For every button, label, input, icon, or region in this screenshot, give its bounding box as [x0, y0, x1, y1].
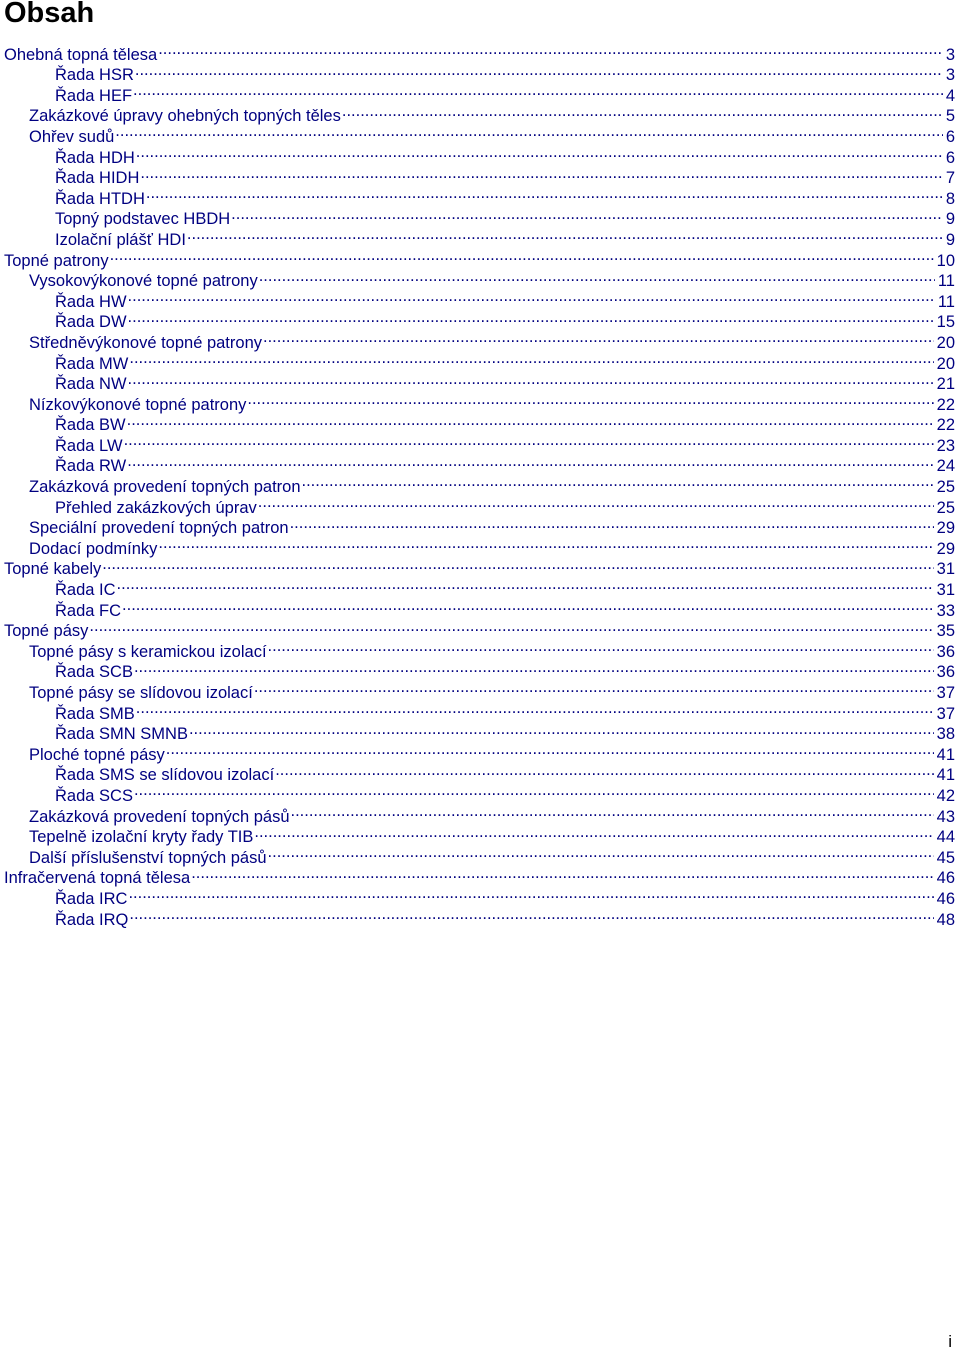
toc-leader-dots [127, 451, 933, 472]
toc-entry-page: 46 [936, 869, 955, 888]
toc-entry[interactable] [0, 183, 955, 208]
toc-entry[interactable] [0, 245, 955, 270]
toc-entry-label: Topné pásy se slídovou izolací [29, 684, 253, 702]
toc-leader-dots [247, 389, 933, 410]
toc-entry-page: 3 [945, 45, 955, 64]
toc-entry-label: Ohebná topná tělesa [4, 45, 158, 64]
toc-entry[interactable] [0, 60, 955, 85]
toc-leader-dots [124, 430, 934, 451]
toc-entry-page: 33 [936, 601, 955, 620]
toc-entry-label: Řada HEF [55, 86, 133, 105]
toc-entry-label: Řada SMB [55, 704, 135, 723]
toc-leader-dots [258, 492, 934, 513]
toc-entry-page: 37 [936, 684, 955, 702]
toc-entry-label: Topný podstavec HBDH [55, 210, 231, 229]
toc-leader-dots [128, 369, 934, 390]
toc-entry-label: Řada HIDH [55, 169, 140, 188]
toc-entry-label: Řada DW [55, 313, 127, 332]
toc-entry-page: 9 [945, 230, 955, 249]
toc-entry-page: 11 [937, 292, 955, 311]
toc-entry-label: Zakázková provedení topných pásů [29, 807, 290, 826]
toc-leader-dots [259, 266, 935, 287]
toc-entry-page: 6 [945, 127, 955, 146]
toc-leader-dots [134, 780, 934, 801]
toc-entry-page: 38 [936, 725, 955, 744]
toc-entry-page: 15 [936, 313, 955, 332]
toc-leader-dots [129, 904, 933, 925]
toc-leader-dots [134, 657, 934, 678]
toc-leader-dots [122, 595, 934, 616]
toc-entry[interactable] [0, 121, 955, 146]
toc-entry-page: 6 [945, 148, 955, 167]
toc-leader-dots [342, 101, 943, 122]
toc-entry-page: 31 [936, 581, 955, 600]
page-number: i [948, 1332, 952, 1351]
toc-entry-label: Ploché topné pásy [29, 745, 165, 764]
toc-entry-page: 46 [936, 889, 955, 908]
toc-entry[interactable] [0, 307, 955, 332]
toc-entry[interactable] [0, 286, 955, 311]
toc-entry-page: 36 [936, 642, 955, 661]
toc-entry-page: 22 [936, 395, 955, 414]
toc-entry[interactable] [0, 80, 955, 105]
toc-entry-page: 3 [945, 66, 955, 85]
toc-entry[interactable] [0, 266, 955, 291]
toc-entry[interactable] [0, 595, 955, 620]
toc-leader-dots [135, 60, 943, 81]
toc-entry[interactable] [0, 719, 955, 744]
toc-entry-label: Izolační plášť HDI [55, 230, 186, 249]
toc-entry-label: Ohřev sudů [29, 127, 115, 146]
toc-entry-page: 41 [936, 745, 955, 764]
toc-entry-page: 25 [936, 498, 955, 517]
toc-entry-label: Řada SMS se slídovou izolací [55, 766, 275, 785]
toc-entry-label: Topné kabely [4, 560, 102, 579]
toc-entry-label: Řada SCS [55, 786, 133, 805]
toc-entry[interactable] [0, 780, 955, 805]
toc-entry[interactable] [0, 327, 955, 352]
toc-entry-label: Tepelně izolační kryty řady TIB [29, 828, 254, 847]
toc-entry-page: 42 [936, 786, 955, 805]
toc-entry-page: 35 [936, 622, 955, 641]
toc-entry[interactable] [0, 801, 955, 826]
toc-entry[interactable] [0, 636, 955, 661]
toc-leader-dots [231, 204, 943, 225]
toc-entry-label: Dodací podmínky [29, 539, 158, 558]
toc-entry-page: 29 [936, 519, 955, 538]
toc-entry-page: 36 [936, 663, 955, 682]
toc-entry-label: Řada HSR [55, 66, 134, 85]
toc-leader-dots [146, 183, 943, 204]
toc-entry-label: Řada FC [55, 601, 122, 620]
toc-entry[interactable] [0, 348, 955, 373]
toc-leader-dots [136, 142, 943, 163]
toc-entry[interactable] [0, 616, 955, 641]
toc-leader-dots [158, 39, 943, 60]
toc-entry-label: Řada IC [55, 581, 116, 600]
toc-entry-page: 20 [936, 333, 955, 352]
toc-leader-dots [189, 719, 934, 740]
toc-entry[interactable] [0, 451, 955, 476]
toc-entry-page: 21 [936, 375, 955, 394]
toc-entry-page: 23 [936, 436, 955, 455]
toc-entry-page: 5 [945, 107, 955, 126]
toc-leader-dots [115, 121, 943, 142]
toc-leader-dots [254, 677, 934, 698]
toc-entry-label: Řada LW [55, 436, 123, 455]
toc-entry-page: 24 [936, 457, 955, 476]
toc-entry[interactable] [0, 389, 955, 414]
toc-entry[interactable] [0, 430, 955, 455]
toc-entry-label: Řada RW [55, 457, 127, 476]
toc-entry-label: Speciální provedení topných patron [29, 519, 289, 538]
toc-entry[interactable] [0, 657, 955, 682]
toc-leader-dots [268, 842, 934, 863]
toc-entry-page: 10 [936, 251, 955, 270]
toc-leader-dots [136, 698, 934, 719]
table-of-contents [0, 39, 955, 929]
toc-entry-page: 8 [945, 189, 955, 208]
toc-leader-dots [166, 739, 934, 760]
toc-entry[interactable] [0, 39, 955, 64]
toc-leader-dots [89, 616, 933, 637]
toc-leader-dots [291, 801, 934, 822]
toc-entry-page: 41 [936, 766, 955, 785]
toc-entry-page: 48 [936, 910, 955, 929]
toc-entry[interactable] [0, 142, 955, 167]
toc-entry-label: Řada SCB [55, 663, 133, 682]
toc-entry-label: Řada IRC [55, 889, 128, 908]
toc-entry-label: Řada HTDH [55, 189, 145, 208]
toc-entry-label: Řada SMN SMNB [55, 725, 188, 744]
toc-leader-dots [102, 554, 933, 575]
toc-entry[interactable] [0, 101, 955, 126]
toc-leader-dots [110, 245, 934, 266]
toc-entry-page: 7 [945, 169, 955, 188]
toc-entry-page: 25 [936, 478, 955, 497]
toc-entry-page: 29 [936, 539, 955, 558]
toc-entry[interactable] [0, 410, 955, 435]
toc-entry-label: Středněvýkonové topné patrony [29, 333, 262, 352]
toc-entry-page: 44 [936, 828, 955, 847]
toc-entry-page: 43 [936, 807, 955, 826]
toc-leader-dots [129, 348, 933, 369]
toc-leader-dots [263, 327, 934, 348]
toc-leader-dots [128, 883, 933, 904]
toc-entry-label: Řada HDH [55, 148, 135, 167]
toc-entry[interactable] [0, 698, 955, 723]
toc-entry[interactable] [0, 677, 955, 702]
toc-entry-page: 45 [936, 848, 955, 867]
toc-entry-page: 22 [936, 416, 955, 435]
toc-leader-dots [187, 224, 943, 245]
toc-entry-page: 37 [936, 704, 955, 723]
toc-entry-page: 9 [945, 210, 955, 229]
toc-entry-label: Topné patrony [4, 251, 109, 270]
toc-entry-label: Řada IRQ [55, 910, 129, 929]
toc-entry[interactable] [0, 163, 955, 188]
toc-entry-page: 31 [936, 560, 955, 579]
toc-entry-label: Vysokovýkonové topné patrony [29, 272, 258, 291]
toc-leader-dots [158, 533, 933, 554]
toc-leader-dots [290, 513, 934, 534]
toc-leader-dots [140, 163, 942, 184]
toc-entry[interactable] [0, 554, 955, 579]
toc-leader-dots [191, 863, 933, 884]
toc-entry-page: 20 [936, 354, 955, 373]
toc-entry[interactable] [0, 883, 955, 908]
toc-entry[interactable] [0, 574, 955, 600]
toc-entry-label: Řada BW [55, 416, 126, 435]
toc-leader-dots [128, 286, 935, 307]
toc-leader-dots [268, 636, 934, 657]
toc-entry-label: Přehled zakázkových úprav [55, 498, 257, 517]
toc-entry-label: Zakázkové úpravy ohebných topných těles [29, 107, 341, 126]
page-title: Obsah [4, 0, 95, 29]
toc-entry[interactable] [0, 369, 955, 394]
toc-entry-label: Topné pásy s keramickou izolací [29, 642, 267, 661]
toc-leader-dots [302, 471, 934, 492]
toc-entry-label: Infračervená topná tělesa [4, 869, 191, 888]
toc-entry-label: Řada NW [55, 375, 127, 394]
toc-entry-label: Další příslušenství topných pásů [29, 848, 267, 867]
toc-leader-dots [127, 410, 934, 431]
toc-entry-page: 11 [937, 272, 955, 291]
toc-entry[interactable] [0, 904, 955, 929]
toc-leader-dots [275, 760, 933, 781]
toc-entry-label: Topné pásy [4, 622, 89, 641]
toc-leader-dots [128, 307, 934, 328]
toc-entry[interactable] [0, 471, 955, 497]
toc-leader-dots [254, 822, 933, 843]
toc-leader-dots [117, 574, 934, 595]
toc-entry-label: Nízkovýkonové topné patrony [29, 395, 247, 414]
toc-entry-label: Zakázková provedení topných patron [29, 478, 301, 497]
toc-entry-page: 4 [945, 86, 955, 105]
toc-leader-dots [133, 80, 943, 101]
toc-entry-label: Řada MW [55, 354, 129, 373]
toc-entry-label: Řada HW [55, 292, 127, 311]
